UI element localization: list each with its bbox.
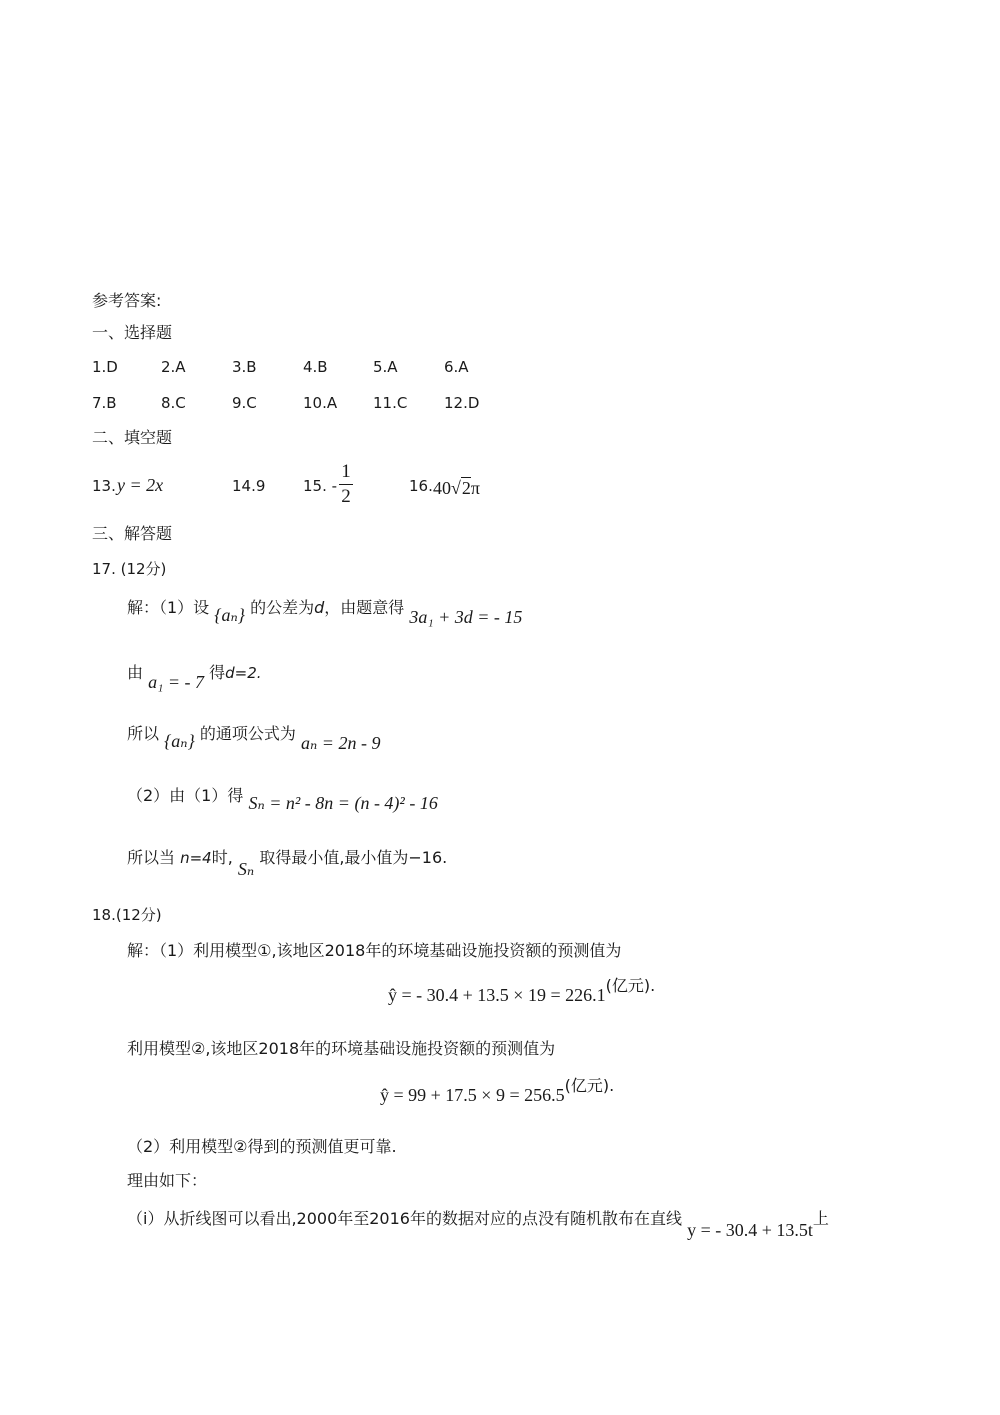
choice-answer: 2.A xyxy=(161,358,186,376)
q15-numerator: 1 xyxy=(341,461,351,482)
q17-text: ，由题意得 xyxy=(324,598,405,617)
q17-text: 所以当 xyxy=(127,848,176,867)
q16-label: 16. xyxy=(409,477,433,495)
choice-answer: 1.D xyxy=(92,358,118,376)
sqrt-symbol-icon: √ xyxy=(451,478,461,498)
q17-seq-an: {aₙ} xyxy=(214,605,245,625)
answer-header: 参考答案: xyxy=(92,291,162,310)
q18-prediction-1: ŷ = - 30.4 + 13.5 × 19 = 226.1 xyxy=(388,985,606,1005)
q18-unit: (亿元). xyxy=(605,976,656,995)
q18-line-1: 解：（1）利用模型①,该地区2018年的环境基础设施投资额的预测值为 xyxy=(127,941,622,960)
q17-text: 所以 xyxy=(127,724,160,743)
q17-text: 的通项公式为 xyxy=(199,724,296,743)
choice-answer: 4.B xyxy=(303,358,328,376)
choice-answer: 11.C xyxy=(373,394,408,412)
fraction-bar xyxy=(339,484,353,485)
q18-equation-1 xyxy=(388,974,656,1005)
section-solve-title: 三、解答题 xyxy=(92,524,173,543)
q17-text: 取得最小值,最小值为−16. xyxy=(259,848,448,867)
q16-answer xyxy=(433,477,480,499)
q17-equation-2: a₁ = - 7 xyxy=(148,672,205,692)
q15-fraction xyxy=(339,461,353,508)
q17-sn: Sₙ xyxy=(237,859,255,879)
choice-answer: 7.B xyxy=(92,394,117,412)
q18-text: （ⅰ）从折线图可以看出,2000年至2016年的数据对应的点没有随机散布在直线 xyxy=(127,1209,682,1228)
section-fill-title: 二、填空题 xyxy=(92,428,173,447)
q16-pi: π xyxy=(470,478,480,498)
q17-text: 得 xyxy=(209,663,226,682)
choice-answer: 9.C xyxy=(232,394,257,412)
q16-radicand: 2 xyxy=(461,478,471,498)
choice-answer: 8.C xyxy=(161,394,186,412)
q13-answer: y = 2x xyxy=(117,475,164,495)
q18-line-2: 利用模型②,该地区2018年的环境基础设施投资额的预测值为 xyxy=(127,1039,556,1058)
section-choice-title: 一、选择题 xyxy=(92,323,173,342)
q16-coefficient: 40 xyxy=(433,478,451,498)
q17-line-2 xyxy=(127,661,262,692)
q17-equation-1: 3a₁ + 3d = - 15 xyxy=(409,607,523,627)
choice-answer: 3.B xyxy=(232,358,257,376)
q17-heading: 17. (12分) xyxy=(92,560,167,578)
q17-line-4 xyxy=(127,784,438,813)
choice-answer: 12.D xyxy=(444,394,480,412)
q17-text: 解：（1）设 xyxy=(127,598,210,617)
q18-unit: (亿元). xyxy=(564,1076,615,1095)
q17-seq-an: {aₙ} xyxy=(164,731,195,751)
q18-line-5 xyxy=(127,1207,829,1240)
q17-line-5 xyxy=(127,846,448,879)
q18-line-3: （2）利用模型②得到的预测值更可靠. xyxy=(127,1137,397,1156)
q17-result-d: d=2. xyxy=(225,664,262,682)
q17-text: 由 xyxy=(127,663,144,682)
q18-heading: 18.(12分) xyxy=(92,906,162,924)
choice-answer: 5.A xyxy=(373,358,398,376)
q17-line-3 xyxy=(127,722,381,753)
q18-line-equation: y = - 30.4 + 13.5t xyxy=(687,1220,813,1240)
q18-text: 上 xyxy=(812,1209,829,1228)
q18-prediction-2: ŷ = 99 + 17.5 × 9 = 256.5 xyxy=(380,1085,565,1105)
q17-text: （2）由（1）得 xyxy=(127,786,244,805)
choice-answer: 6.A xyxy=(444,358,469,376)
q17-sum-formula: Sₙ = n² - 8n = (n - 4)² - 16 xyxy=(248,793,438,813)
q17-n-value: n=4 xyxy=(180,849,212,867)
q17-var-d: d xyxy=(314,598,325,617)
choice-answer: 10.A xyxy=(303,394,338,412)
q17-text: 的公差为 xyxy=(250,598,315,617)
q17-general-term: aₙ = 2n - 9 xyxy=(301,733,381,753)
q13-label: 13. xyxy=(92,477,116,495)
q17-line-1 xyxy=(127,596,523,627)
q17-text: 时, xyxy=(211,848,233,867)
q18-line-4: 理由如下： xyxy=(127,1171,208,1190)
q14-answer: 14.9 xyxy=(232,477,266,495)
q15-denominator: 2 xyxy=(341,486,351,507)
q15-label: 15. - xyxy=(303,477,338,495)
q18-equation-2 xyxy=(380,1074,615,1105)
